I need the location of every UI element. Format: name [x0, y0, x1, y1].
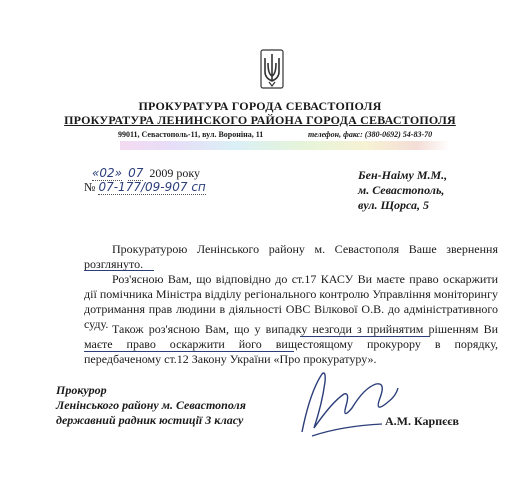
recipient-block: [358, 168, 447, 213]
header-line-1: ПРОКУРАТУРА ГОРОДА СЕВАСТОПОЛЯ: [138, 99, 382, 113]
header-line-2: ПРОКУРАТУРА ЛЕНИНСКОГО РАЙОНА ГОРОДА СЕВАСТОПОЛЯ: [64, 113, 456, 127]
ink-underline-3: [84, 351, 294, 352]
signatory-name: А.М. Карпєєв: [385, 414, 459, 428]
header-decorative-band: [120, 141, 450, 150]
recipient-name: Бен-Наіму М.М.,: [358, 168, 448, 182]
letter-year: 2009 року: [149, 166, 201, 180]
trident-emblem-icon: [259, 48, 285, 90]
signatory-block: [56, 383, 246, 428]
signatory-district: Ленінського району м. Севастополя: [56, 398, 246, 412]
ink-underline-1: [84, 270, 154, 271]
number-prefix: №: [84, 180, 96, 194]
number-value: 07-177/09-907 сп: [98, 180, 206, 194]
signatory-rank: державний радник юстиції 3 класу: [56, 413, 244, 427]
ink-underline-2: [300, 336, 430, 337]
body-paragraph-1: [84, 242, 498, 272]
header-phone: телефон, факс: (380-0692) 54-83-70: [308, 130, 433, 139]
signatory-title: Прокурор: [56, 383, 107, 397]
recipient-city: м. Севастополь,: [358, 183, 445, 197]
paragraph-3-text: Також роз'ясною Вам, що у випадку незгоди з прийнятим рішенням Ви маєте право оскаржити його вищестоящому прокурору в порядку, передбаченому ст.12 Закону України «Про прокуратуру».: [84, 322, 498, 366]
handwritten-signature: [292, 362, 402, 444]
paragraph-1-text: Прокуратурою Ленінського району м. Севастополя Ваше звернення розглянуто.: [84, 242, 498, 271]
letter-number: [84, 180, 206, 195]
letter-month: 07: [128, 166, 144, 180]
body-paragraph-3: [84, 322, 498, 367]
header-address: 99011, Севастополь-11, вул. Вороніна, 11: [118, 130, 264, 139]
recipient-street: вул. Щорса, 5: [358, 198, 430, 212]
paragraph-2-text: Роз'ясною Вам, що відповідно до ст.17 КАСУ Ви маєте право оскаржити дії помічника Міністра відділу регіонального контролю Управління моніторингу дотримання прав людини в діяльності ОВС Вілкової О.В. до адміністративного суду.: [84, 272, 498, 331]
letter-day: «02»: [92, 166, 123, 180]
letter-date: [92, 166, 200, 181]
